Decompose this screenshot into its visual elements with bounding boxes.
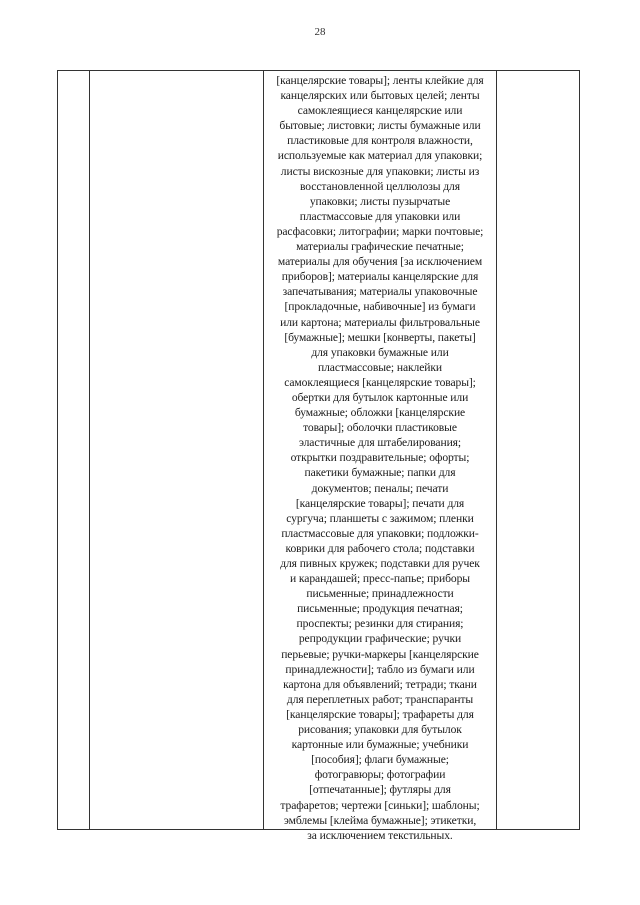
goods-list-line: фотогравюры; фотографии (314, 768, 446, 782)
goods-list-line: [пособия]; флаги бумажные; (311, 753, 449, 767)
goods-list-line: эмблемы [клейма бумажные]; этикетки, (283, 813, 477, 827)
goods-list-line: для переплетных работ; транспаранты (286, 692, 474, 706)
goods-list-line: открытки поздравительные; офорты; (290, 451, 470, 465)
goods-list-line: или картона; материалы фильтровальные (280, 315, 480, 329)
goods-table (57, 70, 580, 842)
page-number: 28 (314, 26, 326, 38)
goods-list-line: письменные; продукция печатная; (297, 602, 463, 616)
goods-list-line: трафаретов; чертежи [синьки]; шаблоны; (280, 798, 480, 812)
goods-list-line: обертки для бутылок картонные или (291, 390, 469, 404)
column-divider-1 (89, 71, 90, 829)
goods-list-line: коврики для рабочего стола; подставки (285, 541, 475, 555)
goods-list-line: [отпечатанные]; футляры для (309, 783, 451, 797)
goods-list-line: упаковки; листы пузырчатые (309, 194, 451, 208)
goods-list-line: репродукции графические; ручки (298, 632, 462, 646)
goods-list-line: рисования; упаковки для бутылок (298, 723, 462, 737)
goods-list-line: картонные или бумажные; учебники (291, 738, 469, 752)
goods-list-line: самоклеящиеся [канцелярские товары]; (284, 375, 476, 389)
goods-list-line: используемые как материал для упаковки; (277, 149, 483, 163)
goods-list-line: запечатывания; материалы упаковочные (282, 285, 478, 299)
goods-list-line: канцелярских или бытовых целей; ленты (280, 89, 480, 103)
goods-list-line: письменные; принадлежности (306, 587, 454, 601)
goods-list-line: пластмассовые для упаковки; подложки- (281, 526, 479, 540)
goods-list-line: бумажные; обложки [канцелярские (294, 406, 466, 420)
goods-list-line: [бумажные]; мешки [конверты, пакеты] (284, 330, 476, 344)
goods-list-line: картона для объявлений; тетради; ткани (283, 677, 477, 691)
goods-list-line: материалы для обучения [за исключением (277, 255, 483, 269)
goods-list-line: самоклеящиеся канцелярские или (297, 104, 463, 118)
goods-list-line: приборов]; материалы канцелярские для (281, 270, 479, 284)
goods-list-line: сургуча; планшеты с зажимом; пленки (286, 511, 474, 525)
goods-list-line: проспекты; резинки для стирания; (296, 617, 464, 631)
goods-list-line: восстановленной целлюлозы для (300, 179, 460, 193)
column-divider-3 (496, 71, 497, 829)
goods-list-line: бытовые; листовки; листы бумажные или (279, 119, 481, 133)
goods-list-line: для упаковки бумажные или (311, 345, 449, 359)
goods-list-line: принадлежности]; табло из бумаги или (285, 662, 475, 676)
goods-list-line: листы вискозные для упаковки; листы из (280, 164, 480, 178)
goods-list-line: товары]; оболочки пластиковые (303, 421, 457, 435)
goods-list-line: [прокладочные, набивочные] из бумаги (284, 300, 476, 314)
goods-list-line: пакетики бумажные; папки для (304, 466, 456, 480)
goods-list-line: документов; пеналы; печати (311, 481, 449, 495)
goods-list-line: расфасовки; литографии; марки почтовые; (276, 224, 484, 238)
goods-list-line: пластмассовые; наклейки (317, 360, 443, 374)
goods-list-line: перьевые; ручки-маркеры [канцелярские (281, 647, 479, 661)
goods-list-line: [канцелярские товары]; ленты клейкие для (276, 74, 484, 87)
goods-list-line: [канцелярские товары]; печати для (295, 496, 465, 510)
goods-list-line: [канцелярские товары]; трафареты для (286, 707, 474, 721)
goods-list-line: пластмассовые для упаковки или (299, 209, 461, 223)
goods-list-line: материалы графические печатные; (296, 240, 464, 254)
goods-list-line: эластичные для штабелирования; (298, 436, 462, 450)
goods-list-line: и карандашей; пресс-папье; приборы (290, 572, 470, 586)
goods-list-line: для пивных кружек; подставки для ручек (280, 557, 480, 570)
goods-list-line: пластиковые для контроля влажности, (287, 134, 473, 148)
goods-list-line: за исключением текстильных. (307, 828, 453, 842)
goods-list-cell (264, 73, 496, 843)
